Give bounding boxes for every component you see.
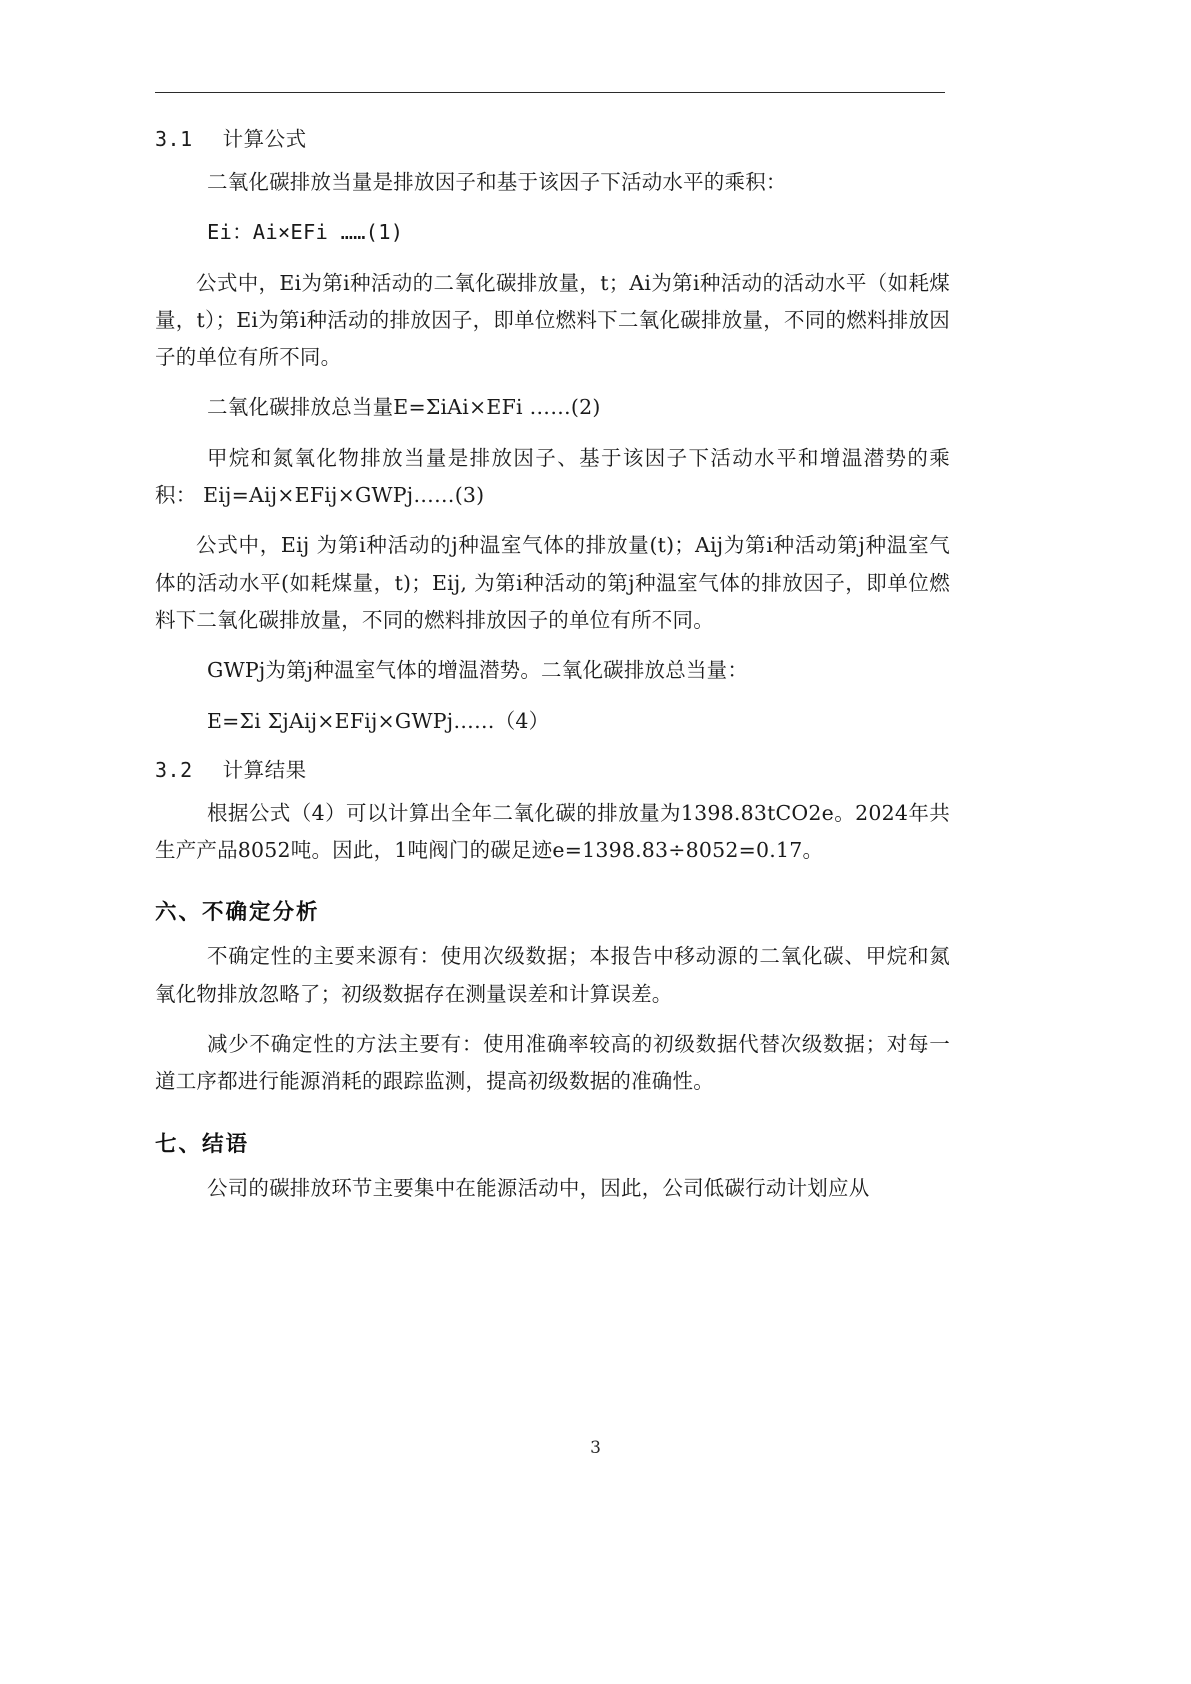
paragraph-uncertainty-sources: 不确定性的主要来源有：使用次级数据；本报告中移动源的二氧化碳、甲烷和氮氧化物排放忽略了；初级数据存在测量误差和计算误差。 bbox=[155, 944, 950, 1006]
section-title: 计算结果 bbox=[222, 757, 307, 782]
formula-1: Ei：Ai×EFi ……(1) bbox=[207, 220, 404, 245]
heading-uncertainty-analysis: 六、不确定分析 bbox=[155, 900, 320, 926]
paragraph-formula-intro: 二氧化碳排放当量是排放因子和基于该因子下活动水平的乘积： bbox=[207, 170, 787, 194]
formula-4: E=Σi ΣjAij×EFij×GWPj……（4） bbox=[207, 708, 550, 733]
document-body bbox=[155, 122, 950, 1220]
paragraph-uncertainty-reduction: 减少不确定性的方法主要有：使用准确率较高的初级数据代替次级数据；对每一道工序都进行能源消耗的跟踪监测，提高初级数据的准确性。 bbox=[155, 1032, 950, 1094]
paragraph-results: 根据公式（4）可以计算出全年二氧化碳的排放量为1398.83tCO2e。2024年共生产产品8052吨。因此，1吨阀门的碳足迹e=1398.83÷8052=0.17。 bbox=[155, 800, 950, 863]
section-title: 计算公式 bbox=[222, 127, 307, 151]
page-number: 3 bbox=[590, 1438, 601, 1458]
section-heading-3-2 bbox=[155, 753, 950, 783]
paragraph-gwp-explanation: GWPj为第j种温室气体的增温潜势。二氧化碳排放总当量： bbox=[207, 658, 749, 683]
heading-conclusion: 七、结语 bbox=[155, 1131, 250, 1157]
header-divider bbox=[155, 92, 945, 93]
section-number: 3.1 bbox=[155, 127, 193, 151]
section-heading-3-1 bbox=[155, 122, 950, 152]
paragraph-formula1-explanation: 公式中，Ei为第i种活动的二氧化碳排放量，t；Ai为第i种活动的活动水平（如耗煤量，t）；Ei为第i种活动的排放因子，即单位燃料下二氧化碳排放量，不同的燃料排放因子的单位有所不同。 bbox=[155, 270, 950, 370]
section-number: 3.2 bbox=[155, 757, 193, 782]
paragraph-methane-intro: 甲烷和氮氧化物排放当量是排放因子、基于该因子下活动水平和增温潜势的乘积： Eij=Aij×EFij×GWPj……(3) bbox=[155, 445, 950, 508]
paragraph-conclusion: 公司的碳排放环节主要集中在能源活动中，因此，公司低碳行动计划应从 bbox=[207, 1175, 870, 1200]
formula-2: 二氧化碳排放总当量E=ΣiAi×EFi ……(2) bbox=[207, 395, 601, 420]
paragraph-formula3-explanation: 公式中，Eij 为第i种活动的j种温室气体的排放量(t)；Aij为第i种活动第j种温室气体的活动水平(如耗煤量，t)；Eij, 为第i种活动的第j种温室气体的排放因子，即单位燃料下二氧化碳排放量，不同的燃料排放因子的单位有所不同。 bbox=[155, 533, 950, 632]
